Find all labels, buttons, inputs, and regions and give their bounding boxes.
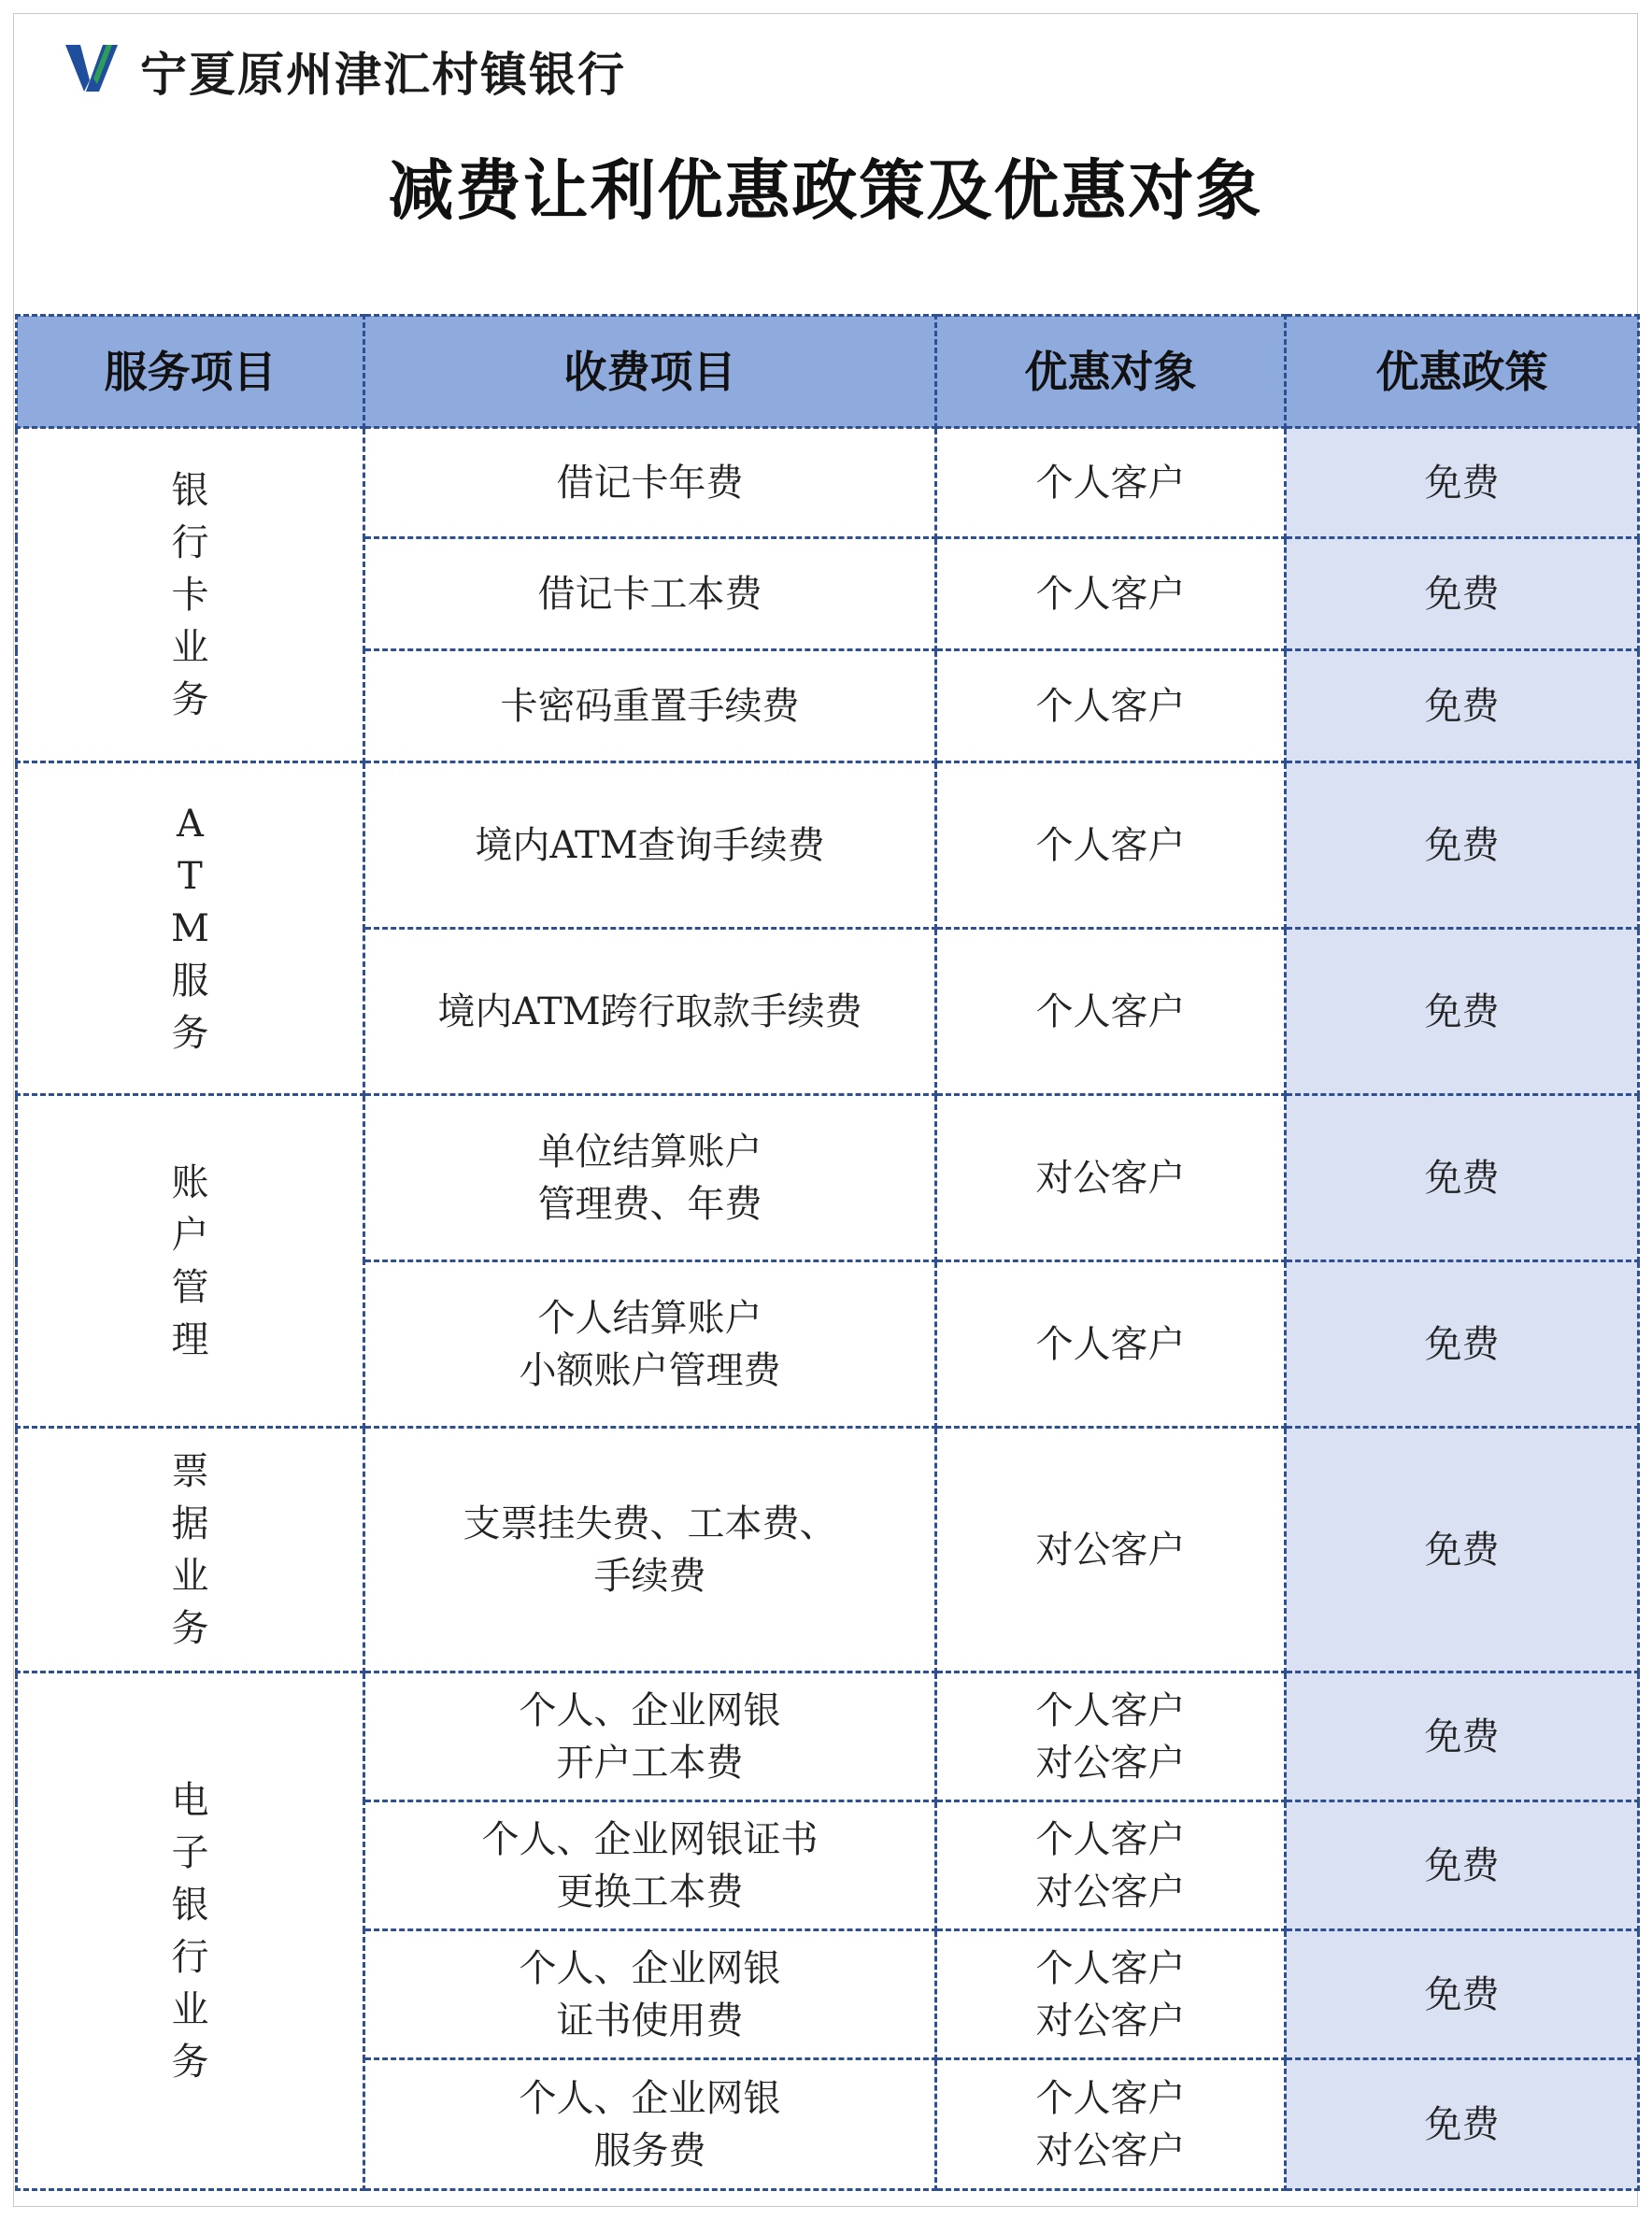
fee-item-cell-text: 借记卡工本费	[537, 572, 762, 616]
fee-item-cell	[364, 929, 936, 1095]
policy-cell-text: 免费	[1424, 1972, 1500, 2016]
fee-item-cell	[364, 1095, 936, 1261]
target-cell-text: 个人客户	[1035, 461, 1186, 505]
target-cell-text: 个人客户	[1035, 1322, 1186, 1366]
fee-item-cell	[364, 1428, 936, 1672]
policy-cell	[1286, 1930, 1639, 2059]
table-header-row	[17, 316, 1639, 428]
fee-item-cell	[364, 762, 936, 929]
policy-cell	[1286, 650, 1639, 762]
target-cell	[936, 1801, 1286, 1930]
fee-item-cell	[364, 650, 936, 762]
table-row	[17, 1428, 1639, 1672]
service-category-label: 银行卡业务	[171, 468, 209, 721]
target-cell-text: 个人客户	[1035, 684, 1186, 728]
policy-cell	[1286, 1428, 1639, 1672]
service-category-label: ATM服务	[171, 802, 209, 1055]
target-cell-text: 个人客户 对公客户	[1035, 2076, 1186, 2172]
target-cell-text: 对公客户	[1035, 1528, 1186, 1572]
policy-cell	[1286, 1801, 1639, 1930]
policy-cell	[1286, 428, 1639, 538]
target-cell-text: 个人客户 对公客户	[1035, 1946, 1186, 2042]
policy-cell-text: 免费	[1424, 989, 1500, 1033]
policy-cell-text: 免费	[1424, 684, 1500, 728]
service-category-label: 票据业务	[171, 1449, 209, 1650]
service-category-label: 电子银行业务	[171, 1778, 209, 2084]
fee-item-cell-text: 境内ATM查询手续费	[475, 823, 825, 867]
target-cell-text: 对公客户	[1035, 1156, 1186, 1200]
policy-cell	[1286, 538, 1639, 650]
policy-cell-text: 免费	[1424, 823, 1500, 867]
target-cell	[936, 1095, 1286, 1261]
table-row	[17, 762, 1639, 929]
header-target: 优惠对象	[936, 316, 1286, 428]
policy-cell-text: 免费	[1424, 1528, 1500, 1572]
target-cell	[936, 650, 1286, 762]
policy-cell-text: 免费	[1424, 572, 1500, 616]
header-fee-item: 收费项目	[364, 316, 936, 428]
target-cell-text: 个人客户 对公客户	[1035, 1688, 1186, 1785]
policy-cell-text: 免费	[1424, 2102, 1500, 2146]
fee-item-cell	[364, 1672, 936, 1801]
fee-item-cell-text: 借记卡年费	[556, 461, 744, 505]
table-row	[17, 1672, 1639, 1801]
fee-item-cell	[364, 538, 936, 650]
target-cell	[936, 1428, 1286, 1672]
service-category	[17, 428, 364, 762]
target-cell	[936, 538, 1286, 650]
header-service: 服务项目	[17, 316, 364, 428]
service-category-label: 账户管理	[171, 1160, 209, 1361]
fee-item-cell	[364, 1261, 936, 1428]
fee-item-cell-text: 卡密码重置手续费	[500, 684, 800, 728]
fee-item-cell-text: 个人结算账户 小额账户管理费	[519, 1296, 781, 1392]
document-header	[13, 13, 1638, 314]
target-cell	[936, 762, 1286, 929]
service-category	[17, 762, 364, 1095]
bank-name: 宁夏原州津汇村镇银行	[140, 48, 626, 102]
policy-cell-text: 免费	[1424, 1843, 1500, 1887]
policy-cell	[1286, 1261, 1639, 1428]
service-category	[17, 1095, 364, 1428]
policy-cell-text: 免费	[1424, 1156, 1500, 1200]
policy-cell	[1286, 2059, 1639, 2190]
target-cell	[936, 929, 1286, 1095]
target-cell	[936, 2059, 1286, 2190]
fee-item-cell-text: 个人、企业网银 服务费	[519, 2076, 781, 2172]
target-cell-text: 个人客户	[1035, 989, 1186, 1033]
fee-item-cell	[364, 1930, 936, 2059]
document-title: 减费让利优惠政策及优惠对象	[388, 151, 1263, 229]
table-row	[17, 1095, 1639, 1261]
policy-cell-text: 免费	[1424, 1715, 1500, 1758]
header-policy: 优惠政策	[1286, 316, 1639, 428]
policy-cell-text: 免费	[1424, 1322, 1500, 1366]
fee-item-cell	[364, 1801, 936, 1930]
target-cell-text: 个人客户	[1035, 823, 1186, 867]
target-cell-text: 个人客户 对公客户	[1035, 1817, 1186, 1914]
fee-item-cell	[364, 2059, 936, 2190]
target-cell	[936, 1261, 1286, 1428]
fee-policy-table	[15, 314, 1640, 2191]
fee-item-cell-text: 个人、企业网银 证书使用费	[519, 1946, 781, 2042]
policy-cell	[1286, 1095, 1639, 1261]
policy-cell-text: 免费	[1424, 461, 1500, 505]
fee-item-cell-text: 境内ATM跨行取款手续费	[437, 989, 862, 1033]
fee-item-cell-text: 单位结算账户 管理费、年费	[537, 1130, 762, 1226]
table-row	[17, 428, 1639, 538]
fee-item-cell-text: 支票挂失费、工本费、 手续费	[463, 1501, 837, 1598]
target-cell	[936, 1930, 1286, 2059]
bank-logo-icon	[65, 45, 118, 92]
policy-cell	[1286, 929, 1639, 1095]
fee-item-cell-text: 个人、企业网银证书 更换工本费	[481, 1817, 819, 1914]
service-category	[17, 1428, 364, 1672]
service-category	[17, 1672, 364, 2190]
fee-item-cell-text: 个人、企业网银 开户工本费	[519, 1688, 781, 1785]
target-cell	[936, 428, 1286, 538]
policy-cell	[1286, 1672, 1639, 1801]
target-cell	[936, 1672, 1286, 1801]
target-cell-text: 个人客户	[1035, 572, 1186, 616]
policy-cell	[1286, 762, 1639, 929]
table-body	[17, 428, 1639, 2190]
fee-item-cell	[364, 428, 936, 538]
